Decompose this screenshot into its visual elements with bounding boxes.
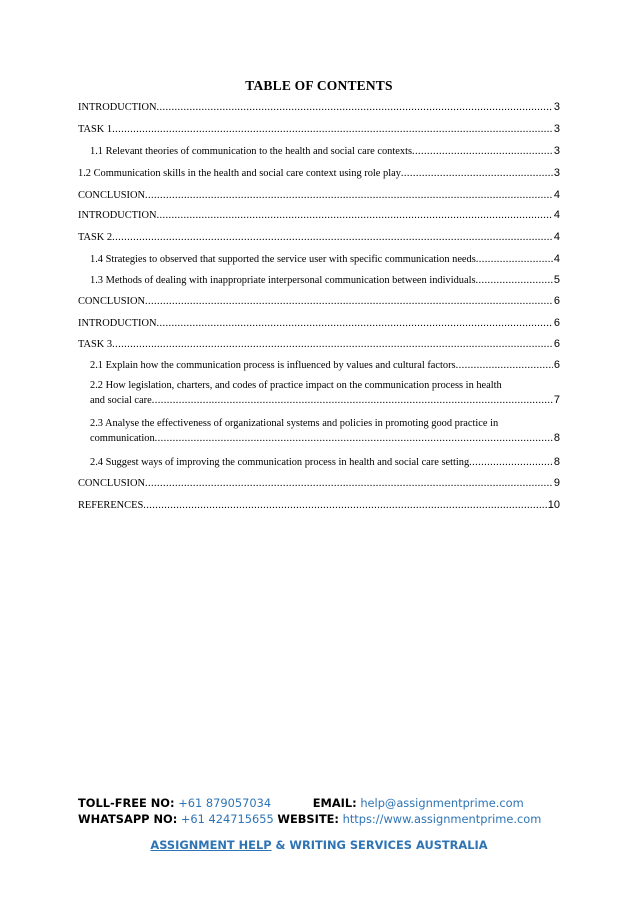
toc-leader-dots: [145, 477, 553, 491]
toc-entry-page: 6: [553, 359, 560, 371]
footer-contact-line-1: [78, 796, 524, 810]
toc-entry-label: INTRODUCTION: [78, 102, 157, 113]
toc-entry-task-1[interactable]: [78, 122, 560, 137]
toc-entry-1-2[interactable]: [78, 166, 560, 181]
toc-leader-dots: [157, 317, 553, 331]
toc-entry-label: CONCLUSION: [78, 190, 145, 201]
toc-entry-introduction[interactable]: [78, 208, 560, 223]
toc-entry-page: 7: [553, 394, 560, 406]
toc-entry-conclusion[interactable]: [78, 188, 560, 203]
footer-contact-line-2: [78, 812, 541, 826]
toc-entry-1-1[interactable]: [90, 144, 560, 159]
toc-entry-label-cont: communication: [90, 433, 155, 444]
toc-entry-page: 6: [553, 317, 560, 329]
toc-leader-dots: [112, 231, 553, 245]
toc-leader-dots: [112, 338, 553, 352]
toc-entry-2-3[interactable]: [90, 417, 560, 446]
tollfree-label: TOLL-FREE NO:: [78, 796, 175, 810]
toc-entry-label: CONCLUSION: [78, 478, 145, 489]
toc-entry-introduction[interactable]: [78, 100, 560, 115]
toc-entry-label: REFERENCES: [78, 500, 144, 511]
toc-entry-label: INTRODUCTION: [78, 318, 157, 329]
toc-entry-page: 4: [553, 209, 560, 221]
toc-entry-page: 3: [553, 101, 560, 113]
toc-entry-conclusion[interactable]: [78, 476, 560, 491]
toc-entry-page: 9: [553, 477, 560, 489]
toc-entry-label: 1.2 Communication skills in the health and social care context using role play: [78, 168, 401, 179]
toc-entry-page: 4: [553, 253, 560, 265]
footer-brand: [0, 838, 638, 852]
toc-leader-dots: [456, 359, 553, 373]
toc-leader-dots: [145, 189, 553, 203]
toc-leader-dots: [469, 456, 553, 470]
toc-entry-label: TASK 1: [78, 124, 113, 135]
toc-leader-dots: [157, 209, 553, 223]
toc-entry-page: 8: [553, 432, 560, 444]
toc-entry-label: INTRODUCTION: [78, 210, 157, 221]
toc-entry-conclusion[interactable]: [78, 294, 560, 309]
toc-leader-dots: [476, 253, 553, 267]
toc-entry-page: 6: [553, 338, 560, 350]
toc-leader-dots: [155, 432, 554, 446]
website-link[interactable]: https://www.assignmentprime.com: [342, 812, 542, 826]
toc-leader-dots: [157, 101, 553, 115]
toc-leader-dots: [143, 499, 547, 513]
toc-entry-label-cont: and social care: [90, 395, 152, 406]
toc-entry-task-3[interactable]: [78, 337, 560, 352]
email-label: EMAIL:: [312, 796, 357, 810]
toc-entry-label: 2.2 How legislation, charters, and codes of practice impact on the communication process in health: [90, 380, 502, 391]
toc-leader-dots: [476, 274, 553, 288]
toc-entry-task-2[interactable]: [78, 230, 560, 245]
toc-entry-page: 4: [553, 231, 560, 243]
toc-entry-page: 3: [553, 123, 560, 135]
toc-entry-introduction[interactable]: [78, 316, 560, 331]
whatsapp-label: WHATSAPP NO:: [78, 812, 178, 826]
brand-tagline: & WRITING SERVICES AUSTRALIA: [271, 838, 488, 852]
toc-leader-dots: [152, 394, 554, 408]
toc-entry-label: TASK 2: [78, 232, 113, 243]
toc-entry-2-4[interactable]: [90, 455, 560, 470]
toc-entry-page: 10: [547, 499, 560, 511]
toc-entry-label: 1.1 Relevant theories of communication to the health and social care contexts: [90, 146, 413, 157]
toc-leader-dots: [401, 167, 553, 181]
toc-entry-2-1[interactable]: [90, 358, 560, 373]
toc-leader-dots: [112, 123, 553, 137]
toc-entry-page: 3: [553, 145, 560, 157]
toc-entry-1-3[interactable]: [90, 273, 560, 288]
toc-entry-2-2[interactable]: [90, 379, 560, 408]
whatsapp-number[interactable]: +61 424715655: [180, 812, 274, 826]
toc-entry-label: TASK 3: [78, 339, 113, 350]
toc-entry-label: 2.4 Suggest ways of improving the communication process in health and social care setting: [90, 457, 470, 468]
toc-entry-1-4[interactable]: [90, 252, 560, 267]
toc-entry-page: 8: [553, 456, 560, 468]
toc-entry-label: 2.1 Explain how the communication process is influenced by values and cultural factors: [90, 360, 456, 371]
website-label: WEBSITE:: [277, 812, 339, 826]
toc-entry-label: 1.4 Strategies to observed that supported the service user with specific communication needs: [90, 254, 476, 265]
toc-leader-dots: [412, 145, 553, 159]
assignment-help-link[interactable]: ASSIGNMENT HELP: [150, 838, 272, 852]
toc-entry-page: 4: [553, 189, 560, 201]
toc-entry-references[interactable]: [78, 498, 560, 513]
toc-title: TABLE OF CONTENTS: [245, 78, 393, 93]
toc-entry-label: 1.3 Methods of dealing with inappropriate interpersonal communication between individuals: [90, 275, 476, 286]
toc-entry-page: 3: [553, 167, 560, 179]
email-link[interactable]: help@assignmentprime.com: [360, 796, 524, 810]
toc-entry-page: 5: [553, 274, 560, 286]
toc-entry-label: CONCLUSION: [78, 296, 145, 307]
toc-leader-dots: [145, 295, 553, 309]
tollfree-number[interactable]: +61 879057034: [178, 796, 272, 810]
toc-entry-page: 6: [553, 295, 560, 307]
toc-entry-label: 2.3 Analyse the effectiveness of organizational systems and policies in promoting good practice in: [90, 418, 499, 429]
